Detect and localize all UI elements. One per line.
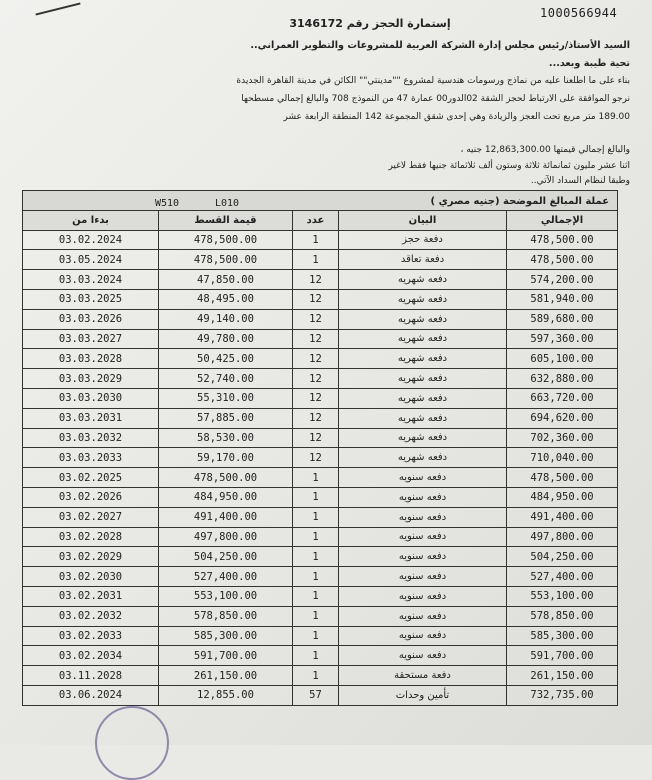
- table-row: [23, 230, 618, 250]
- row-count: 12: [293, 349, 339, 369]
- row-total: 732,735.00: [507, 685, 618, 705]
- table-row: [23, 626, 618, 646]
- company-stamp: [95, 706, 169, 780]
- row-total: 261,150.00: [507, 666, 618, 686]
- row-start-date: 03.02.2027: [23, 507, 159, 527]
- table-row: [23, 448, 618, 468]
- header-statement: البيان: [339, 210, 507, 230]
- row-count: 1: [293, 487, 339, 507]
- greeting-line: تحية طيبة وبعد...: [548, 58, 630, 69]
- row-statement: دفعة مستحقة: [339, 666, 507, 686]
- row-start-date: 03.02.2028: [23, 527, 159, 547]
- row-start-date: 03.02.2025: [23, 468, 159, 488]
- row-total: 585,300.00: [507, 626, 618, 646]
- row-statement: دفعه شهريه: [339, 408, 507, 428]
- table-row: [23, 309, 618, 329]
- row-statement: دفعه سنويه: [339, 567, 507, 587]
- row-count: 12: [293, 309, 339, 329]
- row-count: 1: [293, 567, 339, 587]
- table-row: [23, 527, 618, 547]
- row-installment-amount: 58,530.00: [159, 428, 293, 448]
- row-installment-amount: 261,150.00: [159, 666, 293, 686]
- row-installment-amount: 478,500.00: [159, 250, 293, 270]
- row-total: 694,620.00: [507, 408, 618, 428]
- row-total: 710,040.00: [507, 448, 618, 468]
- row-statement: دفعه شهريه: [339, 309, 507, 329]
- row-start-date: 03.02.2032: [23, 606, 159, 626]
- row-installment-amount: 478,500.00: [159, 468, 293, 488]
- row-count: 1: [293, 586, 339, 606]
- row-installment-amount: 591,700.00: [159, 646, 293, 666]
- row-installment-amount: 48,495.00: [159, 289, 293, 309]
- table-currency-header: [23, 191, 618, 211]
- row-statement: دفعه شهريه: [339, 448, 507, 468]
- row-total: 478,500.00: [507, 250, 618, 270]
- row-start-date: 03.03.2031: [23, 408, 159, 428]
- row-total: 597,360.00: [507, 329, 618, 349]
- table-column-headers: [23, 210, 618, 230]
- row-total: 527,400.00: [507, 567, 618, 587]
- row-count: 12: [293, 289, 339, 309]
- table-row: [23, 507, 618, 527]
- row-count: 12: [293, 408, 339, 428]
- row-installment-amount: 527,400.00: [159, 567, 293, 587]
- row-start-date: 03.05.2024: [23, 250, 159, 270]
- row-statement: دفعه سنويه: [339, 487, 507, 507]
- row-count: 1: [293, 250, 339, 270]
- unit-code-2: L010: [215, 198, 240, 209]
- row-statement: دفعة تعاقد: [339, 250, 507, 270]
- row-count: 1: [293, 527, 339, 547]
- header-installment: قيمة القسط: [159, 210, 293, 230]
- row-count: 1: [293, 507, 339, 527]
- table-row: [23, 547, 618, 567]
- table-row: [23, 468, 618, 488]
- body-line-1: بناء على ما اطلعنا عليه من نماذج ورسومات هندسية لمشروع ""مدينتي"" الكائن في مدينة القاهرة الجديدة: [236, 76, 630, 86]
- document-id: 1000566944: [540, 6, 618, 20]
- row-start-date: 03.02.2030: [23, 567, 159, 587]
- row-statement: دفعه شهريه: [339, 428, 507, 448]
- row-start-date: 03.02.2031: [23, 586, 159, 606]
- row-start-date: 03.02.2033: [23, 626, 159, 646]
- table-row: [23, 428, 618, 448]
- currency-label: عملة المبالغ الموضحة (جنيه مصري ): [430, 196, 610, 207]
- row-installment-amount: 49,780.00: [159, 329, 293, 349]
- row-start-date: 03.03.2027: [23, 329, 159, 349]
- row-statement: دفعه شهريه: [339, 329, 507, 349]
- row-total: 504,250.00: [507, 547, 618, 567]
- row-count: 12: [293, 428, 339, 448]
- row-start-date: 03.02.2029: [23, 547, 159, 567]
- row-installment-amount: 491,400.00: [159, 507, 293, 527]
- row-installment-amount: 585,300.00: [159, 626, 293, 646]
- row-installment-amount: 59,170.00: [159, 448, 293, 468]
- row-statement: دفعه سنويه: [339, 468, 507, 488]
- header-count: عدد: [293, 210, 339, 230]
- table-row: [23, 646, 618, 666]
- row-start-date: 03.03.2028: [23, 349, 159, 369]
- row-statement: تأمين وحدات: [339, 685, 507, 705]
- row-total: 702,360.00: [507, 428, 618, 448]
- table-row: [23, 606, 618, 626]
- row-statement: دفعه سنويه: [339, 527, 507, 547]
- row-count: 1: [293, 606, 339, 626]
- table-row: [23, 685, 618, 705]
- row-start-date: 03.02.2024: [23, 230, 159, 250]
- row-installment-amount: 484,950.00: [159, 487, 293, 507]
- row-installment-amount: 504,250.00: [159, 547, 293, 567]
- table-row: [23, 586, 618, 606]
- row-installment-amount: 50,425.00: [159, 349, 293, 369]
- payment-schedule-table: [22, 190, 618, 706]
- row-statement: دفعه سنويه: [339, 586, 507, 606]
- row-statement: دفعه شهريه: [339, 289, 507, 309]
- row-total: 581,940.00: [507, 289, 618, 309]
- row-total: 478,500.00: [507, 230, 618, 250]
- row-statement: دفعه شهريه: [339, 270, 507, 290]
- row-installment-amount: 55,310.00: [159, 388, 293, 408]
- table-row: [23, 289, 618, 309]
- row-total: 578,850.00: [507, 606, 618, 626]
- row-start-date: 03.03.2033: [23, 448, 159, 468]
- row-statement: دفعه سنويه: [339, 507, 507, 527]
- row-installment-amount: 12,855.00: [159, 685, 293, 705]
- row-count: 1: [293, 230, 339, 250]
- row-total: 574,200.00: [507, 270, 618, 290]
- row-installment-amount: 47,850.00: [159, 270, 293, 290]
- row-total: 632,880.00: [507, 369, 618, 389]
- row-total: 591,700.00: [507, 646, 618, 666]
- row-count: 12: [293, 388, 339, 408]
- row-statement: دفعه سنويه: [339, 646, 507, 666]
- row-count: 1: [293, 547, 339, 567]
- row-start-date: 03.03.2030: [23, 388, 159, 408]
- row-count: 1: [293, 468, 339, 488]
- payment-intro-line: وطبقا لنظام السداد الآتي..: [530, 176, 630, 186]
- row-start-date: 03.03.2026: [23, 309, 159, 329]
- row-start-date: 03.03.2025: [23, 289, 159, 309]
- pen-mark: [35, 2, 80, 15]
- row-installment-amount: 52,740.00: [159, 369, 293, 389]
- row-count: 12: [293, 270, 339, 290]
- row-installment-amount: 478,500.00: [159, 230, 293, 250]
- row-statement: دفعه سنويه: [339, 547, 507, 567]
- row-count: 12: [293, 369, 339, 389]
- addressee-line: السيد الأستاذ/رئيس مجلس إدارة الشركة العربية للمشروعات والتطوير العمراني..: [250, 40, 630, 51]
- table-row: [23, 567, 618, 587]
- row-installment-amount: 497,800.00: [159, 527, 293, 547]
- table-row: [23, 666, 618, 686]
- table-body: [23, 230, 618, 705]
- table-row: [23, 487, 618, 507]
- unit-code-1: W510: [155, 198, 180, 209]
- row-count: 1: [293, 646, 339, 666]
- table-row: [23, 408, 618, 428]
- row-count: 57: [293, 685, 339, 705]
- row-start-date: 03.03.2029: [23, 369, 159, 389]
- row-installment-amount: 57,885.00: [159, 408, 293, 428]
- row-statement: دفعة حجز: [339, 230, 507, 250]
- body-line-3: 189.00 متر مربع تحت العجز والزيادة وهي إحدى شقق المجموعة 142 المنطقة الرابعة عشر: [283, 112, 630, 122]
- row-start-date: 03.03.2032: [23, 428, 159, 448]
- table-row: [23, 250, 618, 270]
- body-line-2: نرجو الموافقة على الارتباط لحجز الشقة 02الدور00 عمارة 47 من النموذج 708 والبالغ إجمالي مسطحها: [241, 94, 630, 104]
- row-total: 589,680.00: [507, 309, 618, 329]
- header-starting: بدءا من: [23, 210, 159, 230]
- row-count: 1: [293, 666, 339, 686]
- total-value-line: والبالغ إجمالي قيمتها 12,863,300.00 جنيه ،: [460, 145, 630, 155]
- row-total: 478,500.00: [507, 468, 618, 488]
- row-count: 12: [293, 329, 339, 349]
- row-count: 12: [293, 448, 339, 468]
- row-total: 553,100.00: [507, 586, 618, 606]
- row-start-date: 03.11.2028: [23, 666, 159, 686]
- row-total: 663,720.00: [507, 388, 618, 408]
- row-statement: دفعه سنويه: [339, 606, 507, 626]
- row-start-date: 03.06.2024: [23, 685, 159, 705]
- row-start-date: 03.03.2024: [23, 270, 159, 290]
- header-total: الإجمالي: [507, 210, 618, 230]
- table-row: [23, 329, 618, 349]
- row-installment-amount: 49,140.00: [159, 309, 293, 329]
- table-row: [23, 388, 618, 408]
- row-total: 491,400.00: [507, 507, 618, 527]
- row-statement: دفعه شهريه: [339, 349, 507, 369]
- row-statement: دفعه شهريه: [339, 369, 507, 389]
- row-statement: دفعه شهريه: [339, 388, 507, 408]
- form-title: إستمارة الحجز رقم 3146172: [289, 17, 451, 30]
- row-total: 497,800.00: [507, 527, 618, 547]
- row-start-date: 03.02.2034: [23, 646, 159, 666]
- row-total: 484,950.00: [507, 487, 618, 507]
- row-statement: دفعه سنويه: [339, 626, 507, 646]
- table-row: [23, 270, 618, 290]
- total-in-words-line: اثنا عشر مليون ثمانمائة ثلاثة وستون ألف ثلاثمائة جنيها فقط لاغير: [388, 161, 630, 171]
- table-row: [23, 369, 618, 389]
- row-count: 1: [293, 626, 339, 646]
- table-row: [23, 349, 618, 369]
- row-installment-amount: 553,100.00: [159, 586, 293, 606]
- row-start-date: 03.02.2026: [23, 487, 159, 507]
- row-total: 605,100.00: [507, 349, 618, 369]
- row-installment-amount: 578,850.00: [159, 606, 293, 626]
